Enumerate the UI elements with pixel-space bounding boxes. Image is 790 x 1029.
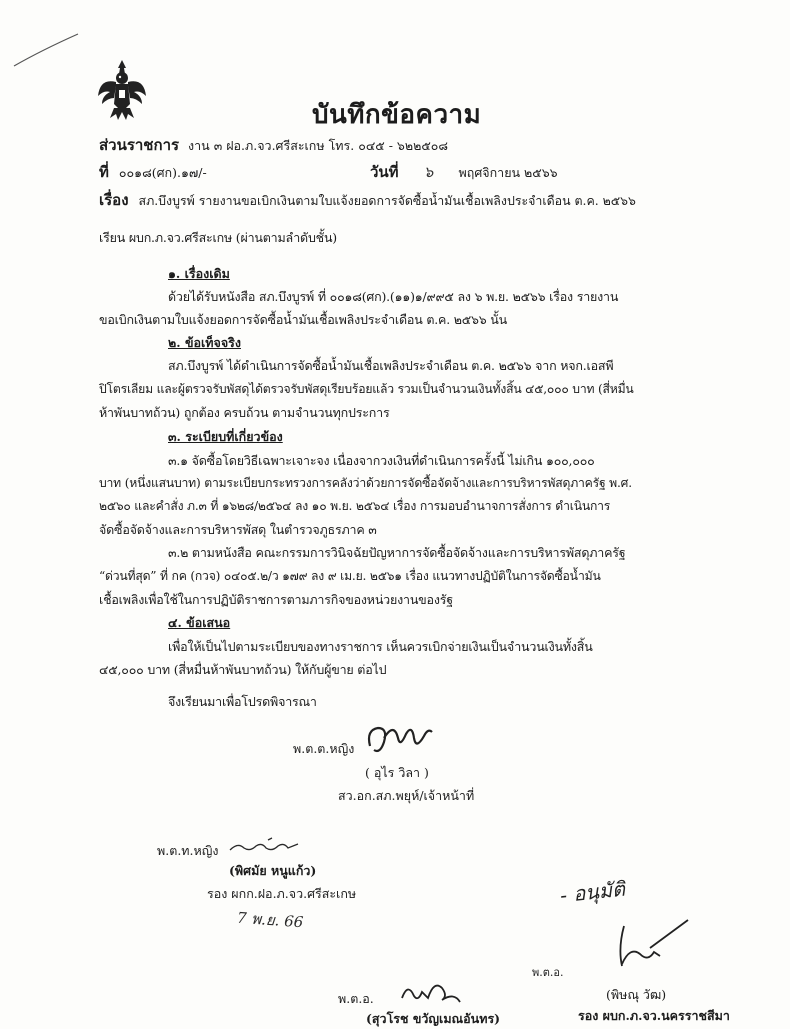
closing-text: จึงเรียนมาเพื่อโปรดพิจารณา: [168, 694, 317, 709]
section-3-line-4: จัดซื้อจัดจ้างและการบริหารพัสดุ ในตำรวจภูธรภาค ๓: [99, 522, 377, 537]
date-value: พฤศจิกายน ๒๕๖๖: [458, 165, 558, 180]
pen-scratch-mark: [12, 30, 82, 70]
section-3-line-5: ๓.๒ ตามหนังสือ คณะกรรมการวินิจฉัยปัญหาการจัดซื้อจัดจ้างและการบริหารพัสดุภาครัฐ: [168, 545, 626, 560]
signer2-position: รอง ผกก.ฝอ.ภ.จว.ศรีสะเกษ: [207, 886, 357, 901]
header-ref-row: [99, 160, 207, 184]
section-3-line-2: บาท (หนึ่งแสนบาท) ตามระเบียบกระทรวงการคลังว่าด้วยการจัดซื้อจัดจ้างและการบริหารพัสดุภาครัฐ พ.ศ.: [99, 476, 632, 490]
handwritten-approval: - อนุมัติ: [558, 876, 627, 908]
section-3-line-1: ๓.๑ จัดซื้อโดยวิธีเฉพาะเจาะจง เนื่องจากวงเงินที่ดำเนินการครั้งนี้ ไม่เกิน ๑๐๐,๐๐๐: [168, 453, 595, 468]
dept-value: งาน ๓ ฝอ.ภ.จว.ศรีสะเกษ โทร. ๐๔๕ - ๖๒๒๕๐๘: [188, 138, 449, 153]
signature-3: [398, 974, 464, 1006]
signer1-position: สว.อก.สภ.พยุห์/เจ้าหน้าที่: [338, 788, 475, 803]
signer4-name: (พิษณุ วัฒ): [606, 987, 667, 1002]
section-1-line-1: ด้วยได้รับหนังสือ สภ.บึงบูรพ์ ที่ ๐๐๑๘(ศก).(๑๑)๑/๙๙๕ ลง ๖ พ.ย. ๒๕๖๖ เรื่อง รายงาน: [168, 289, 619, 304]
section-3-heading: ๓. ระเบียบที่เกี่ยวข้อง: [168, 429, 283, 444]
signature-2: [228, 836, 300, 858]
section-2-heading: ๒. ข้อเท็จจริง: [168, 335, 241, 350]
section-1-line-2: ขอเบิกเงินตามใบแจ้งยอดการจัดซื้อน้ำมันเชื้อเพลิงประจำเดือน ต.ค. ๒๕๖๖ นั้น: [99, 312, 507, 327]
ref-label: ที่: [99, 163, 109, 181]
section-3-line-7: เชื้อเพลิงเพื่อใช้ในการปฏิบัติราชการตามภารกิจของหน่วยงานของรัฐ: [99, 592, 453, 607]
memo-title: บันทึกข้อความ: [312, 100, 482, 130]
signer4-rank: พ.ต.อ.: [532, 966, 564, 979]
garuda-emblem-icon: [96, 56, 148, 122]
salutation: เรียน ผบก.ภ.จว.ศรีสะเกษ (ผ่านตามลำดับชั้น): [99, 230, 337, 245]
section-3-line-3: ๒๕๖๐ และคำสั่ง ภ.๓ ที่ ๑๖๒๘/๒๕๖๔ ลง ๑๐ พ.ย. ๒๕๖๔ เรื่อง การมอบอำนาจการสั่งการ ดำเนินการ: [99, 499, 611, 513]
section-4-line-1: เพื่อให้เป็นไปตามระเบียบของทางราชการ เห็นควรเบิกจ่ายเงินเป็นจำนวนเงินทั้งสิ้น: [168, 639, 593, 654]
signer2-handwritten-date: 7 พ.ย. 66: [236, 908, 304, 932]
date-label: วันที่: [370, 163, 399, 181]
ref-value: ๐๐๑๘(ศก).๑๗/-: [118, 165, 207, 180]
signer1-name: ( อุไร วิลา ): [365, 765, 429, 780]
section-4-heading: ๔. ข้อเสนอ: [168, 615, 231, 630]
header-subject-row: [99, 188, 636, 212]
signer4-position: รอง ผบก.ภ.จว.นครราชสีมา: [578, 1008, 730, 1023]
section-1-heading: ๑. เรื่องเดิม: [168, 266, 230, 281]
signature-1: [364, 716, 436, 762]
signer3-rank: พ.ต.อ.: [338, 991, 374, 1006]
section-2-line-1: สภ.บึงบูรพ์ ได้ดำเนินการจัดซื้อน้ำมันเชื้อเพลิงประจำเดือน ต.ค. ๒๕๖๖ จาก หจก.เอสพี: [168, 358, 614, 373]
signer2-rank: พ.ต.ท.หญิง: [157, 843, 219, 858]
subject-value: สภ.บึงบูรพ์ รายงานขอเบิกเงินตามใบแจ้งยอดการจัดซื้อน้ำมันเชื้อเพลิงประจำเดือน ต.ค. ๒๕๖๖: [138, 193, 636, 208]
section-2-line-3: ห้าพันบาทถ้วน) ถูกต้อง ครบถ้วน ตามจำนวนทุกประการ: [99, 405, 390, 420]
header-date-row: [370, 160, 558, 184]
header-dept-row: [99, 133, 448, 157]
section-4-line-2: ๔๕,๐๐๐ บาท (สี่หมื่นห้าพันบาทถ้วน) ให้กับผู้ขาย ต่อไป: [99, 662, 387, 677]
signature-4: [600, 918, 692, 972]
subject-label: เรื่อง: [99, 191, 129, 209]
section-2-line-2: ปิโตรเลียม และผู้ตรวจรับพัสดุได้ตรวจรับพัสดุเรียบร้อยแล้ว รวมเป็นจำนวนเงินทั้งสิ้น ๔๕,๐๐๐ บาท (สี่หมื่น: [99, 382, 634, 396]
dept-label: ส่วนราชการ: [99, 136, 180, 154]
date-handwritten: ๖: [423, 163, 434, 181]
section-3-line-6: “ด่วนที่สุด” ที่ กค (กวจ) ๐๔๐๕.๒/ว ๑๗๙ ลง ๙ เม.ย. ๒๕๖๑ เรื่อง แนวทางปฏิบัติในการจัดซื้อน้ำมัน: [99, 569, 601, 583]
signer2-name: (พิศมัย หนูแก้ว): [229, 863, 317, 878]
signer3-name: (สุวโรช ขวัญเมณอันทร): [366, 1011, 501, 1026]
signer1-rank: พ.ต.ต.หญิง: [293, 741, 355, 756]
